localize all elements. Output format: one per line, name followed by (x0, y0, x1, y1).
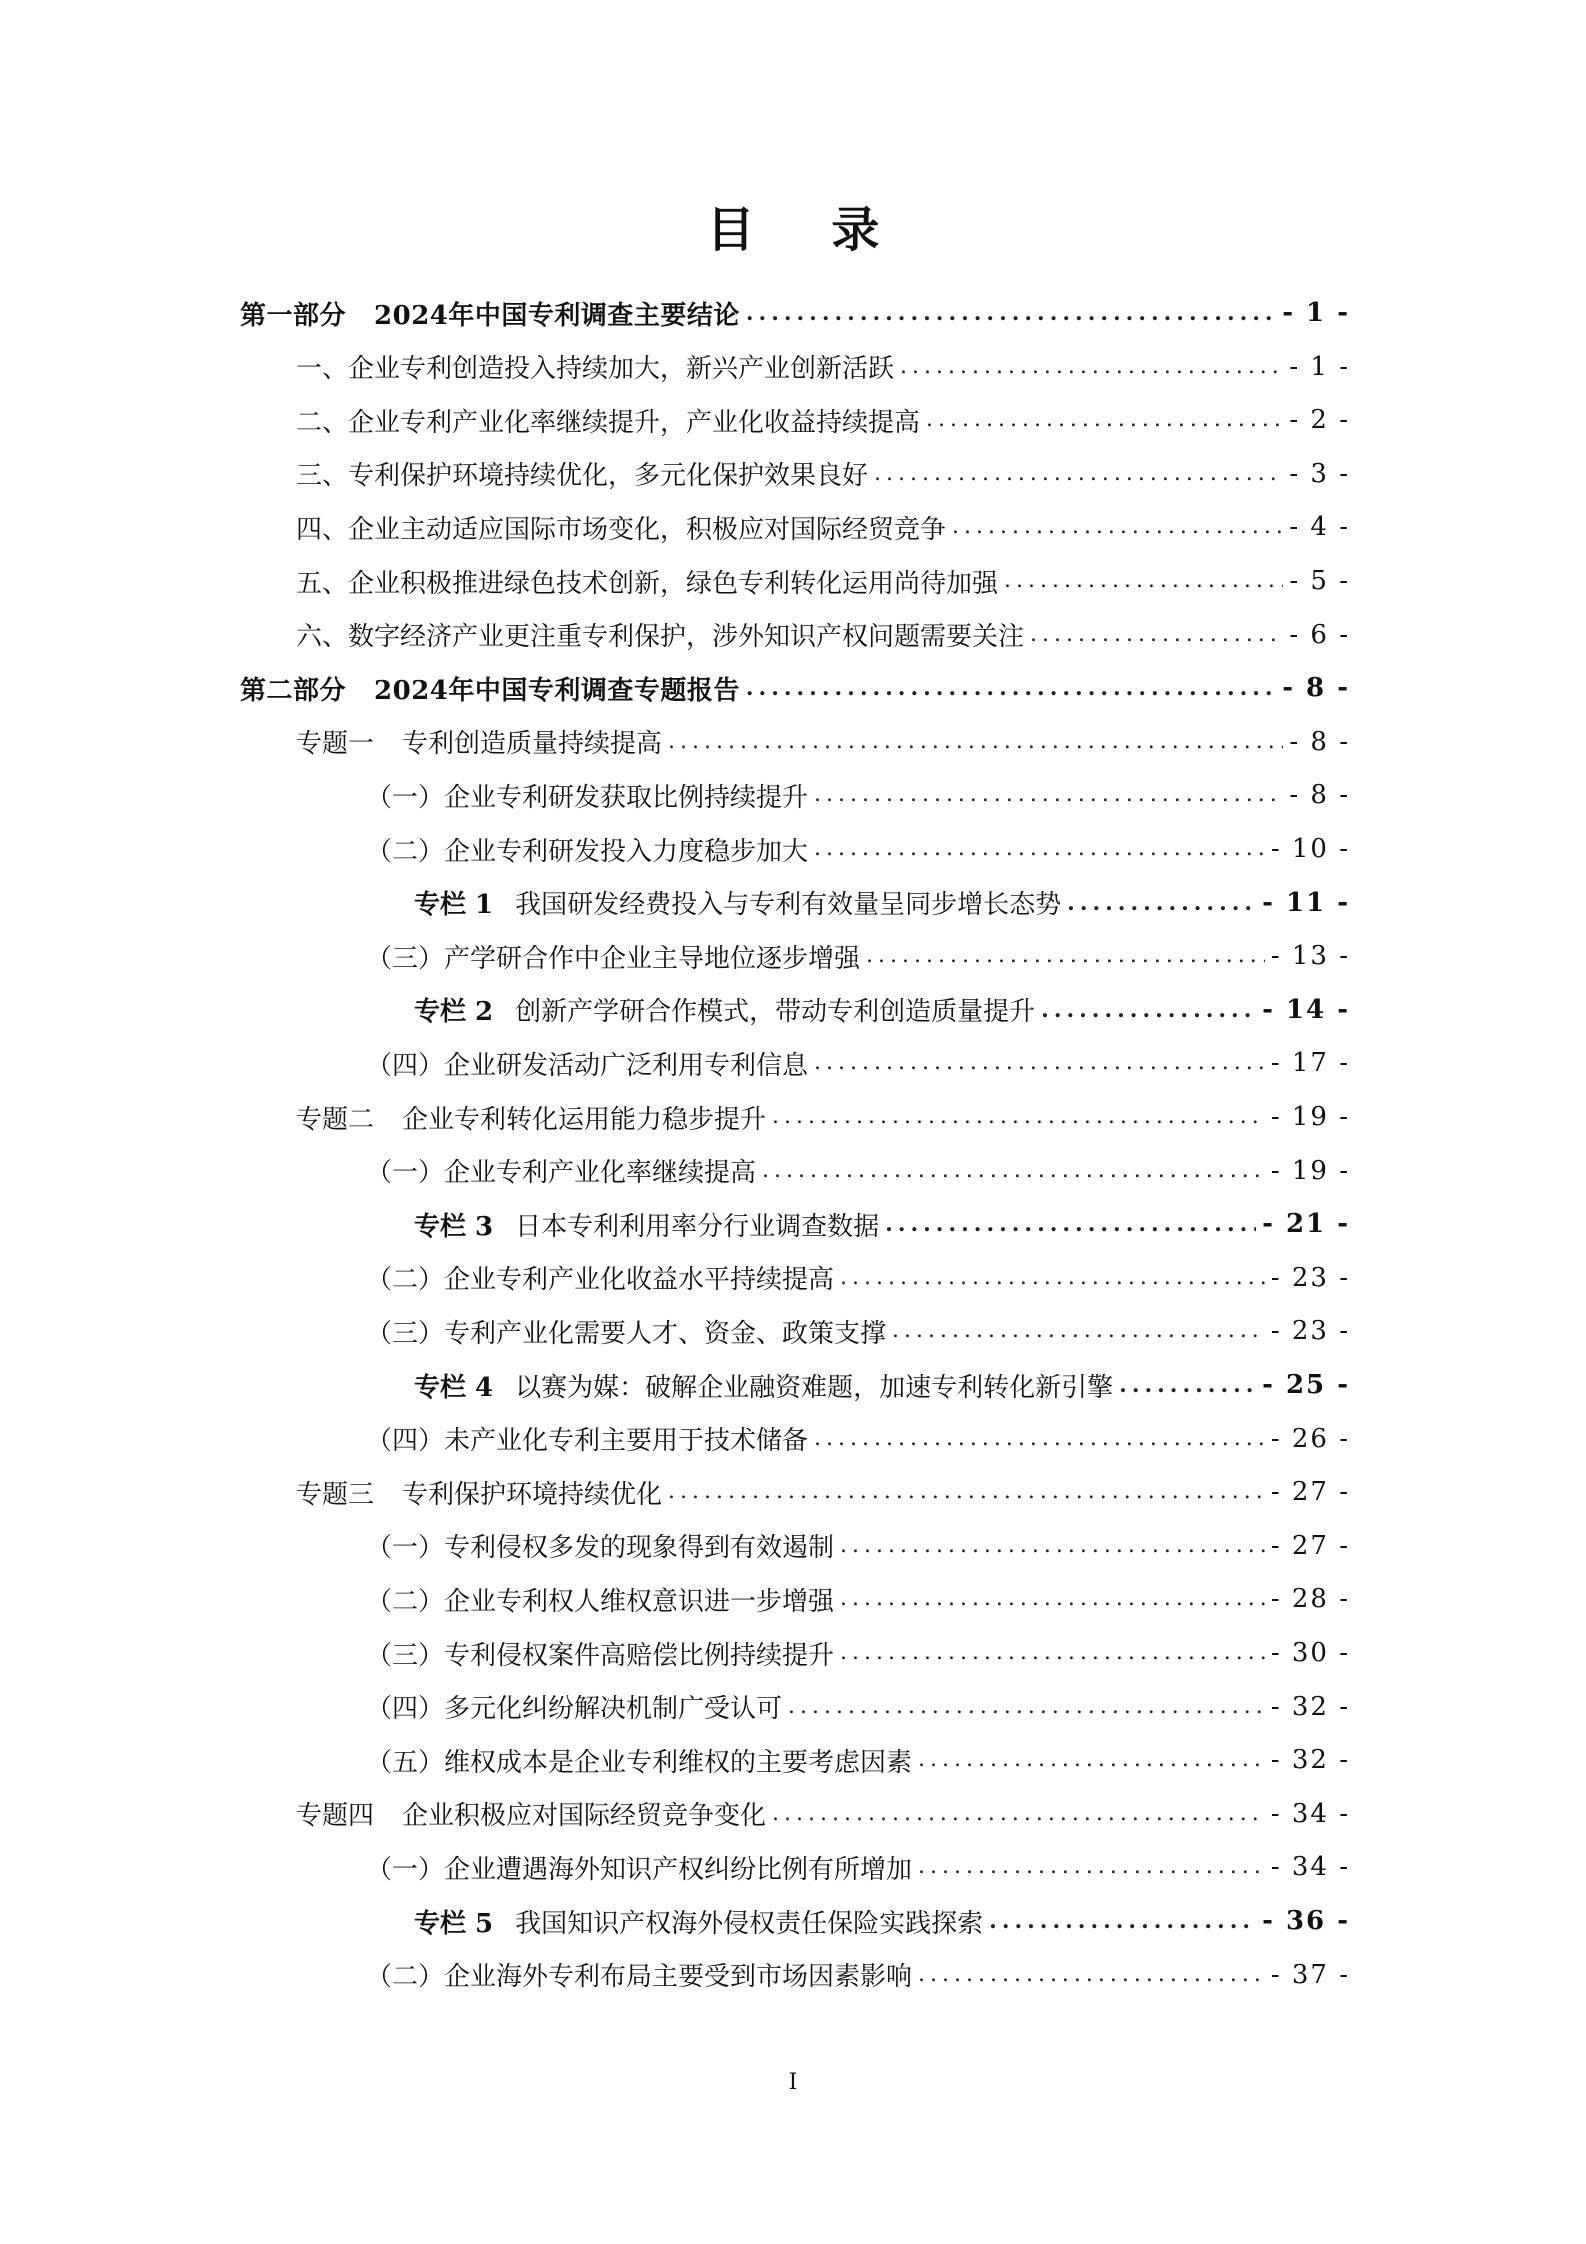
toc-leader-dots (918, 1740, 1265, 1780)
page-title: 目 录 (706, 202, 910, 258)
toc-entry-title (366, 1688, 782, 1725)
toc-leader-dots (814, 1043, 1265, 1083)
toc-entry-title (366, 1742, 912, 1779)
toc-leader-dots (762, 1151, 1265, 1191)
toc-page-number: - 19 - (1270, 1155, 1350, 1186)
toc-leader-dots (1004, 561, 1283, 601)
toc-leader-dots (1119, 1365, 1256, 1405)
toc-entry-title (296, 455, 868, 492)
toc-entry[interactable] (414, 1901, 1350, 1941)
toc-page-number: - 1 - (1282, 298, 1350, 328)
toc-page-number: - 19 - (1270, 1102, 1350, 1132)
toc-page-number: - 25 - (1262, 1370, 1350, 1400)
toc-entry-label: 第二部分 (240, 675, 347, 706)
toc-entry[interactable] (366, 1687, 1350, 1727)
toc-entry-text: 企业积极应对国际经贸竞争变化 (402, 1801, 767, 1832)
toc-entry[interactable] (366, 829, 1350, 869)
toc-entry-title (414, 991, 1035, 1028)
toc-page-number: - 2 - (1289, 405, 1350, 436)
toc-entry-title (296, 563, 998, 600)
toc-entry-text: 以赛为媒：破解企业融资难题，加速专利转化新引擎 (515, 1372, 1114, 1403)
toc-entry[interactable] (296, 561, 1350, 601)
toc-entry[interactable] (296, 1097, 1350, 1137)
toc-entry-text: 专利保护环境持续优化 (402, 1479, 663, 1510)
toc-leader-dots (885, 1204, 1256, 1244)
toc-entry-text: （三）专利产业化需要人才、资金、政策支撑 (366, 1318, 887, 1349)
toc-leader-dots (918, 1847, 1265, 1887)
toc-leader-dots (840, 1258, 1265, 1298)
toc-entry[interactable] (414, 1204, 1350, 1244)
toc-entry[interactable] (366, 1043, 1350, 1083)
toc-entry[interactable] (296, 507, 1350, 547)
toc-page-number: - 37 - (1270, 1959, 1350, 1990)
toc-entry-text: 创新产学研合作模式，带动专利创造质量提升 (515, 997, 1036, 1028)
toc-entry[interactable] (366, 1526, 1350, 1566)
toc-entry[interactable] (296, 347, 1350, 387)
toc-page-number: - 26 - (1270, 1423, 1350, 1454)
toc-entry-title (240, 295, 740, 332)
toc-entry-label: 专栏 1 (414, 890, 494, 921)
toc-page-number: - 10 - (1270, 834, 1350, 864)
toc-leader-dots (1067, 883, 1256, 923)
toc-entry-text: （三）专利侵权案件高赔偿比例持续提升 (366, 1640, 835, 1671)
toc-entry-text: 2024年中国专利调查主要结论 (374, 300, 740, 331)
toc-entry-label: 专题三 (296, 1479, 375, 1510)
toc-entry-title (366, 1527, 834, 1564)
toc-entry-text: （一）企业专利研发获取比例持续提升 (366, 782, 809, 813)
toc-entry[interactable] (366, 775, 1350, 815)
toc-entry-title (296, 509, 946, 546)
toc-page-number: - 23 - (1270, 1262, 1350, 1293)
toc-page-number: - 32 - (1270, 1691, 1350, 1722)
toc-entry-label: 专题四 (296, 1801, 375, 1832)
toc-page-number: - 3 - (1289, 458, 1350, 489)
toc-entry-title (366, 1313, 886, 1350)
toc-entry-title (366, 831, 808, 868)
toc-entry-label: 专栏 5 (414, 1908, 494, 1939)
toc-entry-title (414, 884, 1061, 921)
toc-entry-title (366, 1849, 912, 1886)
toc-page-number: - 23 - (1270, 1316, 1350, 1347)
toc-entry-text: 2024年中国专利调查专题报告 (374, 675, 740, 706)
toc-entry-title (366, 1956, 912, 1993)
toc-entry-text: （四）多元化纠纷解决机制广受认可 (366, 1694, 783, 1725)
toc-page-number: - 36 - (1262, 1906, 1350, 1936)
toc-leader-dots (772, 1097, 1265, 1137)
toc-page-number: - 27 - (1270, 1477, 1350, 1508)
toc-entry-text: （二）企业专利产业化收益水平持续提高 (366, 1265, 835, 1296)
toc-entry[interactable] (366, 1955, 1350, 1995)
toc-leader-dots (840, 1579, 1265, 1619)
toc-leader-dots (874, 454, 1283, 494)
toc-entry-text: 四、企业主动适应国际市场变化，积极应对国际经贸竞争 (296, 514, 947, 545)
toc-page-number: - 5 - (1289, 566, 1350, 596)
toc-entry[interactable] (366, 1151, 1350, 1191)
toc-entry-text: （四）未产业化专利主要用于技术储备 (366, 1426, 809, 1457)
toc-entry-title (366, 1045, 808, 1082)
toc-page-number: - 32 - (1270, 1745, 1350, 1776)
toc-leader-dots (840, 1526, 1265, 1566)
toc-entry-title (414, 1903, 983, 1940)
toc-entry-label: 专栏 3 (414, 1211, 494, 1242)
toc-page-number: - 17 - (1270, 1048, 1350, 1079)
toc-entry[interactable] (296, 454, 1350, 494)
toc-entry-title (414, 1367, 1113, 1404)
toc-leader-dots (814, 775, 1283, 815)
toc-leader-dots (746, 668, 1276, 708)
toc-leader-dots (772, 1794, 1265, 1834)
toc-leader-dots (989, 1901, 1256, 1941)
toc-entry-text: （一）企业专利产业化率继续提高 (366, 1158, 757, 1189)
toc-entry-title (240, 670, 740, 707)
toc-entry-title (414, 1206, 879, 1243)
toc-leader-dots (668, 1472, 1265, 1512)
toc-entry-text: （一）专利侵权多发的现象得到有效遏制 (366, 1533, 835, 1564)
toc-entry-text: 我国研发经费投入与专利有效量呈同步增长态势 (515, 890, 1062, 921)
toc-leader-dots (926, 400, 1283, 440)
toc-page-number: - 8 - (1289, 780, 1350, 811)
toc-entry-title (296, 616, 1024, 653)
toc-leader-dots (900, 347, 1283, 387)
toc-entry-title (366, 1420, 808, 1457)
toc-entry-title (366, 1152, 756, 1189)
toc-entry-text: 我国知识产权海外侵权责任保险实践探索 (515, 1908, 984, 1939)
toc-leader-dots (814, 829, 1265, 869)
toc-entry[interactable] (366, 1258, 1350, 1298)
toc-entry[interactable] (240, 293, 1350, 333)
toc-entry-title (366, 1259, 834, 1296)
toc-entry-label: 专题一 (296, 729, 375, 760)
toc-entry[interactable] (366, 936, 1350, 976)
toc-entry-text: 日本专利利用率分行业调查数据 (515, 1211, 880, 1242)
toc-entry-label: 专栏 4 (414, 1372, 494, 1403)
toc-entry-text: 六、数字经济产业更注重专利保护，涉外知识产权问题需要关注 (296, 622, 1025, 653)
toc-page-number: - 4 - (1289, 512, 1350, 543)
toc-page-number: - 11 - (1262, 887, 1350, 918)
toc-leader-dots (814, 1419, 1265, 1459)
toc-leader-dots (788, 1687, 1265, 1727)
toc-entry-title (296, 1795, 766, 1832)
toc-leader-dots (1041, 990, 1256, 1030)
toc-leader-dots (668, 722, 1283, 762)
toc-entry-title (366, 777, 808, 814)
toc-leader-dots (1030, 615, 1283, 655)
toc-entry-text: （三）产学研合作中企业主导地位逐步增强 (366, 943, 861, 974)
toc-entry-text: 二、企业专利产业化率继续提升，产业化收益持续提高 (296, 407, 921, 438)
toc-entry-label: 专题二 (296, 1104, 375, 1135)
toc-entry-title (296, 402, 920, 439)
toc-leader-dots (918, 1955, 1265, 1995)
toc-entry-text: （二）企业专利权人维权意识进一步增强 (366, 1586, 835, 1617)
toc-leader-dots (866, 936, 1265, 976)
toc-entry[interactable] (296, 400, 1350, 440)
toc-entry[interactable] (296, 615, 1350, 655)
toc-entry-text: 专利创造质量持续提高 (402, 729, 663, 760)
toc-entry[interactable] (296, 1794, 1350, 1834)
toc-entry-title (296, 723, 662, 760)
toc-leader-dots (892, 1311, 1265, 1351)
toc-page-number: - 27 - (1270, 1530, 1350, 1561)
toc-entry-text: 三、专利保护环境持续优化，多元化保护效果良好 (296, 461, 869, 492)
toc-entry[interactable] (240, 668, 1350, 708)
toc-entry-label: 第一部分 (240, 300, 347, 331)
toc-page-number: - 8 - (1289, 726, 1350, 757)
toc-page-number: - 34 - (1270, 1798, 1350, 1829)
toc-entry[interactable] (414, 883, 1350, 923)
toc-entry-text: 企业专利转化运用能力稳步提升 (402, 1104, 767, 1135)
toc-page-number: - 1 - (1289, 351, 1350, 382)
toc-page-number: - 34 - (1270, 1852, 1350, 1883)
toc-page-number: - 28 - (1270, 1584, 1350, 1615)
toc-entry[interactable] (414, 1365, 1350, 1405)
toc-entry[interactable] (296, 722, 1350, 762)
toc-leader-dots (746, 293, 1276, 333)
toc-page-number: - 14 - (1262, 994, 1350, 1025)
toc-entry-text: （五）维权成本是企业专利维权的主要考虑因素 (366, 1747, 913, 1778)
toc-entry[interactable] (366, 1579, 1350, 1619)
toc-entry[interactable] (366, 1419, 1350, 1459)
page-number: I (788, 2070, 798, 2095)
toc-entry[interactable] (366, 1740, 1350, 1780)
toc-entry-title (296, 1474, 662, 1511)
toc-entry-title (296, 1099, 766, 1136)
toc-page-number: - 30 - (1270, 1638, 1350, 1668)
toc-page-number: - 6 - (1289, 619, 1350, 650)
toc-entry-title (366, 1581, 834, 1618)
toc-entry-text: 五、企业积极推进绿色技术创新，绿色专利转化运用尚待加强 (296, 568, 999, 599)
toc-entry-text: （二）企业专利研发投入力度稳步加大 (366, 836, 809, 867)
toc-entry[interactable] (366, 1847, 1350, 1887)
toc-entry[interactable] (414, 990, 1350, 1030)
toc-entry-text: （四）企业研发活动广泛利用专利信息 (366, 1050, 809, 1081)
toc-leader-dots (952, 507, 1283, 547)
toc-entry-text: 一、企业专利创造投入持续加大，新兴产业创新活跃 (296, 354, 895, 385)
toc-entry-label: 专栏 2 (414, 997, 494, 1028)
toc-entry-text: （二）企业海外专利布局主要受到市场因素影响 (366, 1962, 913, 1993)
toc-entry-title (296, 348, 894, 385)
toc-page-number: - 21 - (1262, 1209, 1350, 1240)
toc-page-number: - 13 - (1270, 941, 1350, 972)
toc-page-number: - 8 - (1282, 673, 1350, 704)
toc-entry-title (366, 938, 860, 975)
toc-entry[interactable] (296, 1472, 1350, 1512)
toc-entry-text: （一）企业遭遇海外知识产权纠纷比例有所增加 (366, 1854, 913, 1885)
toc-entry[interactable] (366, 1633, 1350, 1673)
toc-entry-title (366, 1635, 834, 1672)
toc-entry[interactable] (366, 1311, 1350, 1351)
toc-leader-dots (840, 1633, 1265, 1673)
